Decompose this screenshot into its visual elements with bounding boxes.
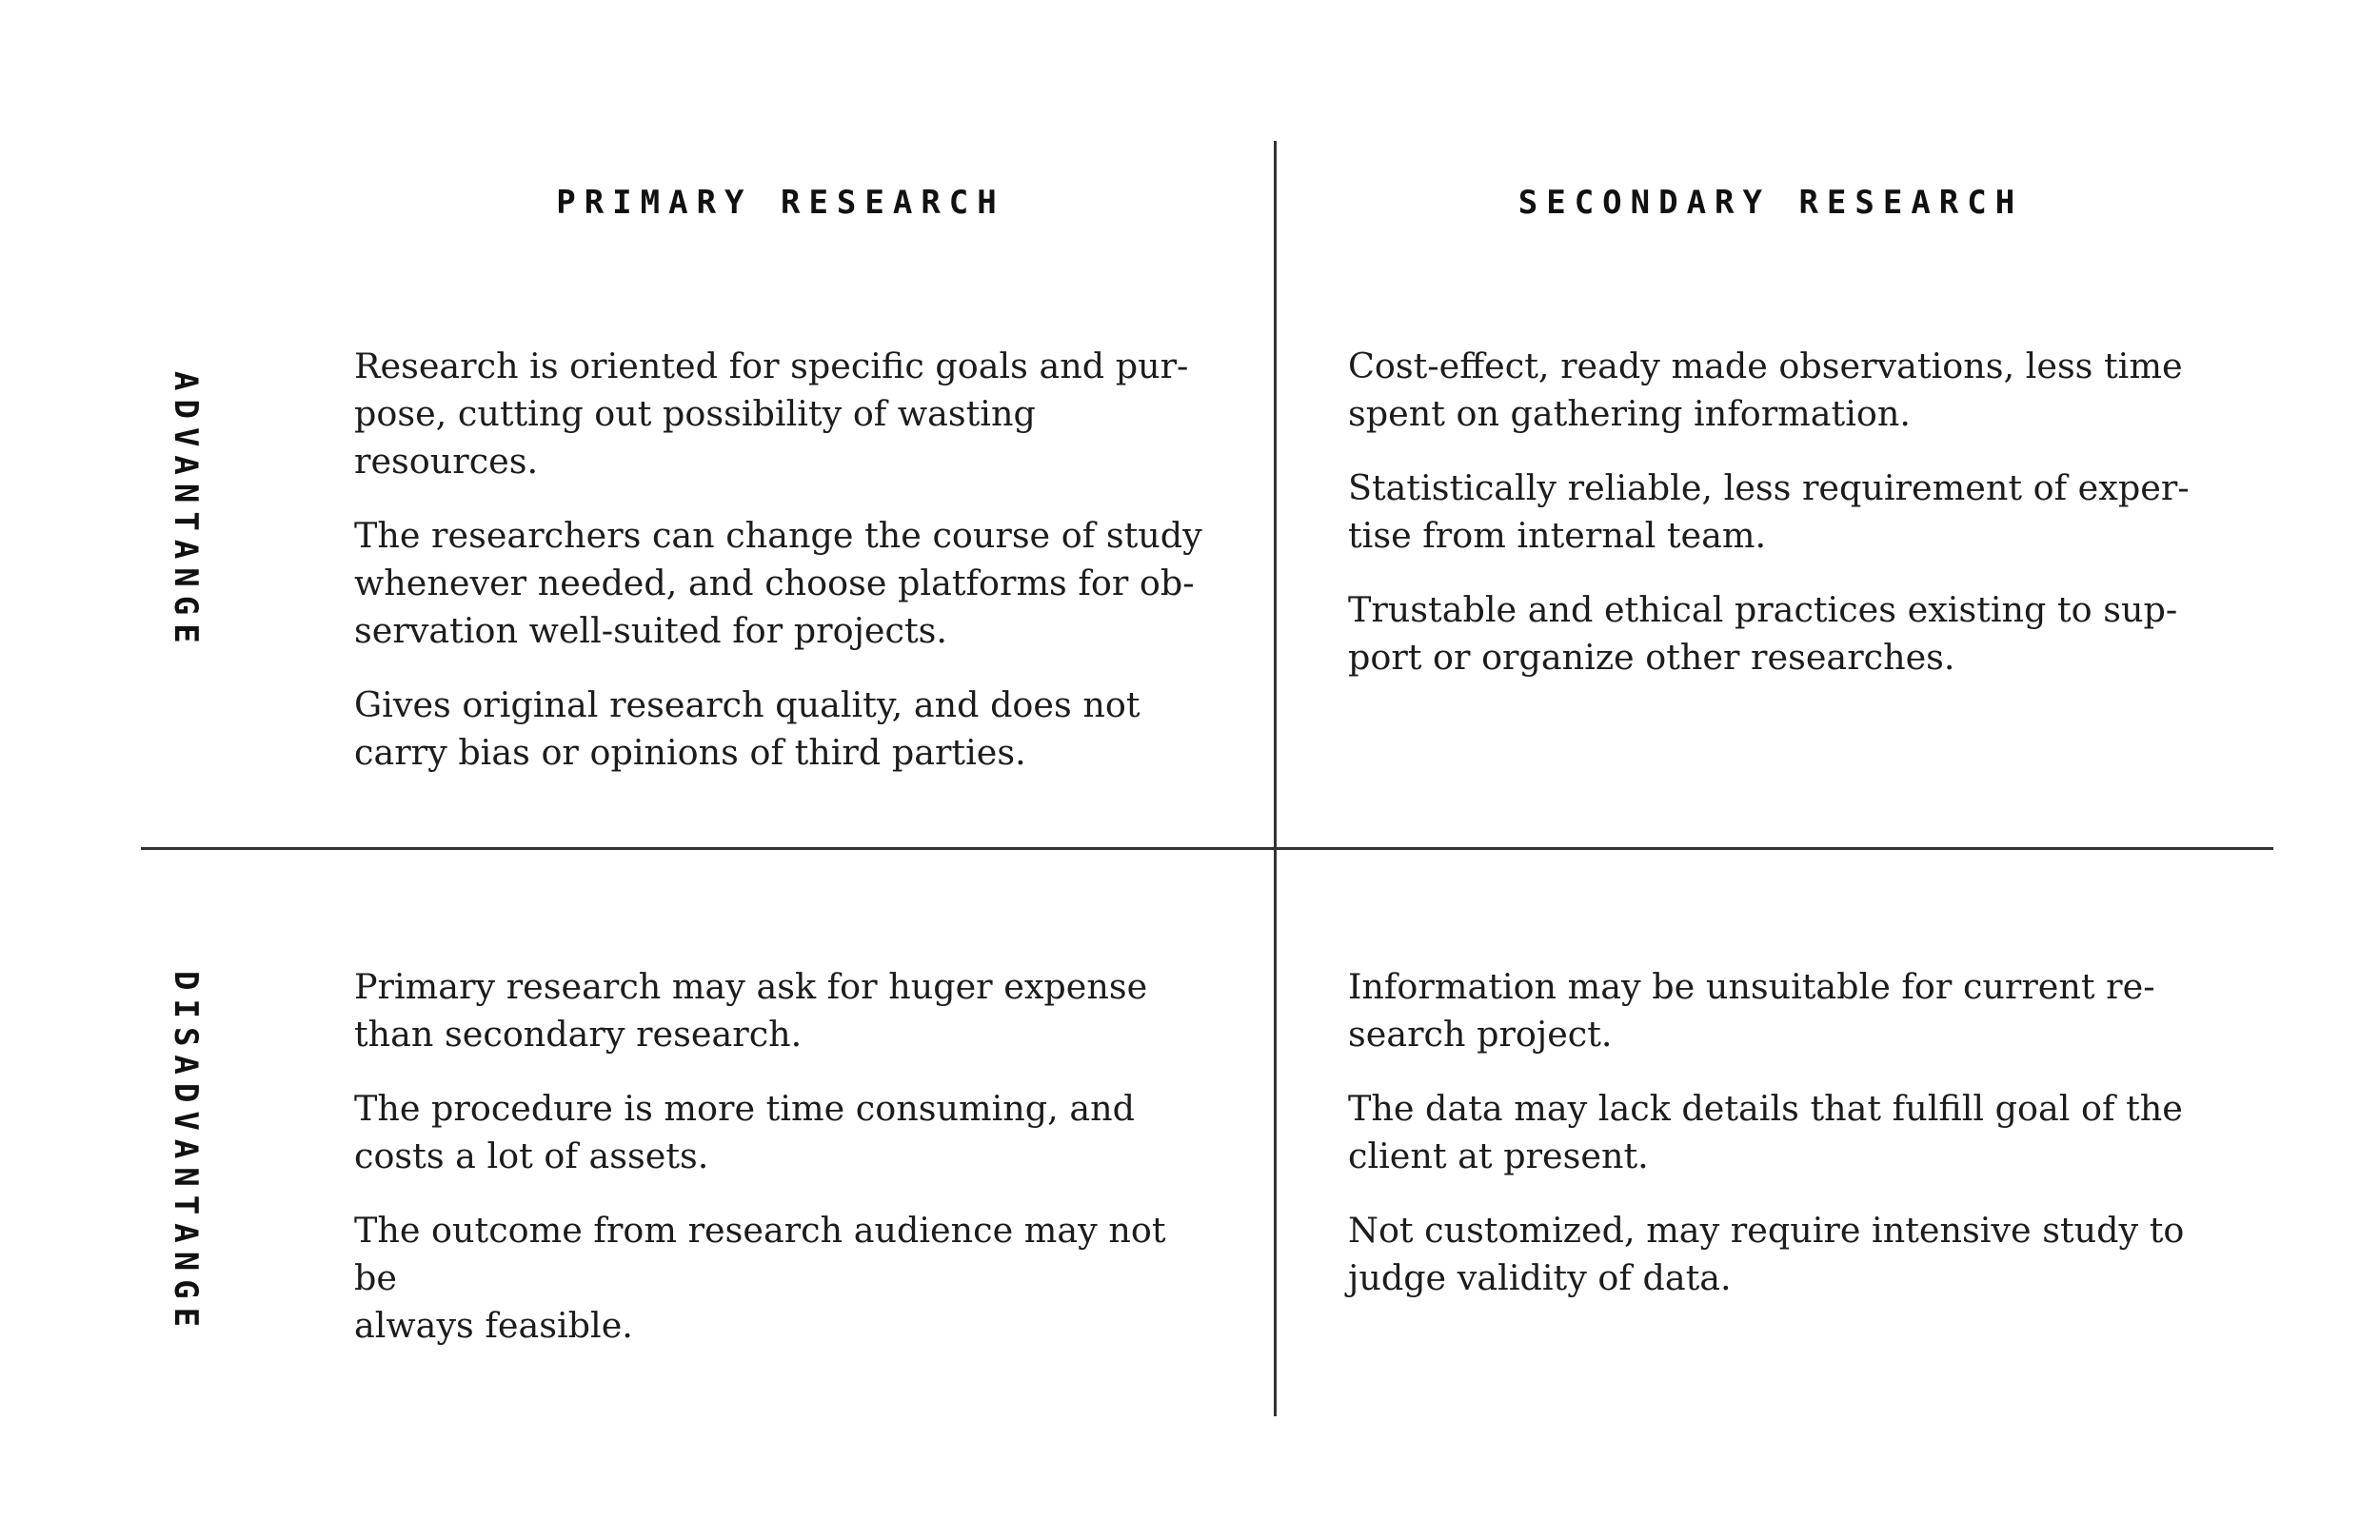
cell-paragraph: Information may be unsuitable for current re- search project. xyxy=(1348,966,2155,1055)
cell-paragraph: The researchers can change the course of study whenever needed, and choose platforms for ob- servation well-suited for projects. xyxy=(354,515,1202,651)
cell-disadvantage-secondary xyxy=(1348,963,2205,1329)
cell-paragraph: The data may lack details that fulfill goal of the client at present. xyxy=(1348,1088,2183,1176)
column-header-secondary-research: SECONDARY RESEARCH xyxy=(1517,184,2024,222)
cell-paragraph: Research is oriented for specific goals and pur- pose, cutting out possibility of wasting resources. xyxy=(354,346,1189,482)
cell-paragraph: Not customized, may require intensive study to judge validity of data. xyxy=(1348,1210,2185,1298)
vertical-divider xyxy=(1274,141,1277,1416)
cell-paragraph: The procedure is more time consuming, and costs a lot of assets. xyxy=(354,1088,1135,1176)
cell-paragraph: The outcome from research audience may not be always feasible. xyxy=(354,1210,1166,1346)
cell-paragraph: Cost-effect, ready made observations, less time spent on gathering information. xyxy=(1348,346,2183,434)
cell-paragraph: Statistically reliable, less requirement of exper- tise from internal team. xyxy=(1348,467,2190,556)
cell-paragraph: Trustable and ethical practices existing to sup- port or organize other researches. xyxy=(1348,589,2178,678)
column-header-primary-research: PRIMARY RESEARCH xyxy=(556,184,1005,222)
cell-advantage-primary xyxy=(354,343,1211,803)
horizontal-divider xyxy=(141,847,2273,850)
cell-paragraph: Primary research may ask for huger expense than secondary research. xyxy=(354,966,1148,1055)
cell-disadvantage-primary xyxy=(354,963,1211,1376)
cell-advantage-secondary xyxy=(1348,343,2205,708)
row-label-disadvantage: DISADVANTANGE xyxy=(167,971,205,1336)
row-label-advantage: ADVANTANGE xyxy=(167,371,205,652)
cell-paragraph: Gives original research quality, and does not carry bias or opinions of third parties. xyxy=(354,684,1140,773)
